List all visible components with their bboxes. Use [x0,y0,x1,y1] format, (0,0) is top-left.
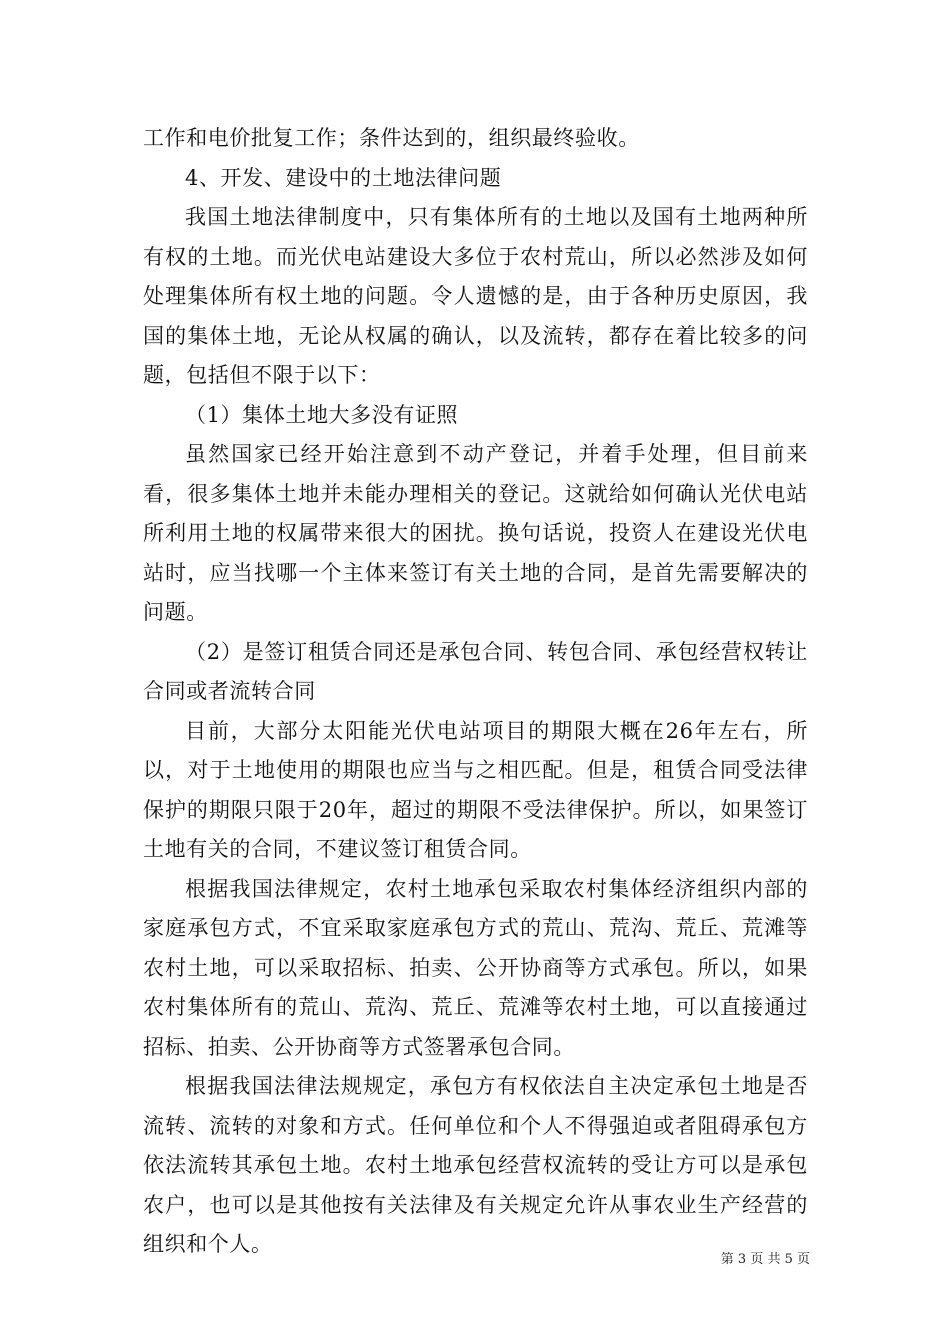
page-number-footer: 第 3 页 共 5 页 [720,1252,810,1267]
paragraph: 根据我国法律规定，农村土地承包采取农村集体经济组织内部的家庭承包方式，不宜采取家庭承包方式的荒山、荒沟、荒丘、荒滩等农村土地，可以采取招标、拍卖、公开协商等方式承包。所以，如果农村集体所有的荒山、荒沟、荒丘、荒滩等农村土地，可以直接通过招标、拍卖、公开协商等方式签署承包合同。 [143,876,808,1059]
subsection-heading: （2）是签订租赁合同还是承包合同、转包合同、承包经营权转让合同或者流转合同 [143,639,808,703]
document-body [143,119,808,1265]
subsection-heading: （1）集体土地大多没有证照 [185,402,459,427]
paragraph: 虽然国家已经开始注意到不动产登记，并着手处理，但目前来看，很多集体土地并未能办理相关的登记。这就给如何确认光伏电站所利用土地的权属带来很大的困扰。换句话说，投资人在建设光伏电站时，应当找哪一个主体来签订有关土地的合同，是首先需要解决的问题。 [143,442,808,624]
paragraph-continuation: 工作和电价批复工作；条件达到的，组织最终验收。 [143,126,640,150]
paragraph: 根据我国法律法规规定，承包方有权依法自主决定承包土地是否流转、流转的对象和方式。任何单位和个人不得强迫或者阻碍承包方依法流转其承包土地。农村土地承包经营权流转的受让方可以是承包农户，也可以是其他按有关法律及有关规定允许从事农业生产经营的组织和个人。 [143,1074,808,1256]
paragraph: 我国土地法律制度中，只有集体所有的土地以及国有土地两种所有权的土地。而光伏电站建设大多位于农村荒山，所以必然涉及如何处理集体所有权土地的问题。令人遗憾的是，由于各种历史原因，我国的集体土地，无论从权属的确认，以及流转，都存在着比较多的问题，包括但不限于以下： [143,205,808,387]
section-heading: 4、开发、建设中的土地法律问题 [185,165,502,190]
paragraph: 目前，大部分太阳能光伏电站项目的期限大概在26年左右，所以，对于土地使用的期限也应当与之相匹配。但是，租赁合同受法律保护的期限只限于20年，超过的期限不受法律保护。所以，如果签订土地有关的合同，不建议签订租赁合同。 [143,718,808,861]
